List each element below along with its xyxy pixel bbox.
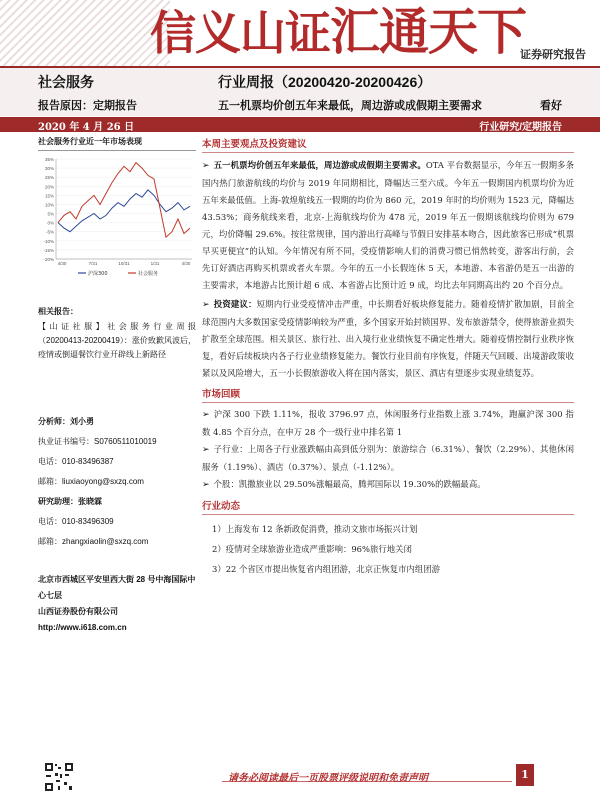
- bullet-icon: ➢: [202, 445, 210, 455]
- paragraph-airfare: ➢ 五一机票均价创五年来最低，周边游或成假期主要需求。OTA 平台数据显示，今年五一假期多条国内热门旅游航线的均价与 2019 年同期相比，降幅达三至六成。今年五一假期国内机票均价为近五年来最低值。上海-敦煌航线五一假期的均价为 860 元，2019 年时的均价则为 1523 元，降幅达 43.53%；商务航线来看，北京-上海航线均价为 478 元，2019 年五一假期该航线均价则为 679 元，均价降幅 29.6%。按往常规律，国内游出行高峰与节假日安排基本吻合，因此旅客已形成“机票早买更便宜”的认知。今年情况有所不同，受疫情影响人们的消费习惯已悄然转变，游客出行前，会先订好酒店再购买机票或者火车票。今年的五一小长假连休 5 天，本地游、本省游仍是五一出游的主要需求，本地游占比预计超 6 成、本省游占比预计近 9 成，均比去年同期高出约 20 个百分点。: [202, 160, 575, 290]
- email-line-2: 邮箱：zhangxiaolin@sxzq.com: [38, 537, 149, 546]
- bullet-icon: ➢: [202, 480, 210, 490]
- report-date: 2020 年 4 月 26 日: [38, 122, 135, 133]
- x-tick-label: 10/31: [118, 261, 130, 266]
- y-tick-label: -10%: [43, 238, 54, 244]
- y-tick-label: 20%: [44, 184, 54, 190]
- report-type-label: 证券研究报告: [520, 49, 586, 61]
- related-report-link[interactable]: 【山证社服】社会服务行业周报（20200413-20200419）：涨价致歉风波后，疫情或倒逼餐饮行业开辟线上新路径: [38, 322, 196, 359]
- analyst-line: 分析师：刘小勇: [38, 417, 94, 426]
- bullet-icon: ➢: [202, 300, 210, 310]
- news-item: 3）22 个省区市提出恢复省内组团游，北京正恢复市内组团游: [212, 564, 441, 574]
- bullet-icon: ➢: [202, 161, 210, 171]
- paragraph-investment: ➢ 投资建议：短期内行业受疫情冲击严重，中长期看好板块修复能力。随着疫情扩散加剧，目前全球范围内大多数国家受疫情影响较为严重，多个国家开始封锁国界、发布旅游禁令，使得旅游业损失扩散至全球范围。相关景区、旅行社、出入境行业业绩恢复不确定性增大。随着疫情控制行业秩序恢复，看好后续板块内各子行业业绩修复能力。餐饮行业目前有序恢复，伴随天气回暖、出境游政策收紧以及风险增大，五一小长假旅游收入将在国内落实，景区、酒店有望逐步实现业绩复苏。: [202, 299, 574, 378]
- section-divider: [202, 402, 574, 403]
- banner-pattern: [0, 0, 170, 66]
- y-tick-label: -5%: [45, 229, 54, 235]
- legend-label: 沪深300: [88, 271, 108, 277]
- assistant-name: 张晓霖: [78, 497, 102, 506]
- industry-name: 社会服务: [38, 74, 94, 90]
- section-title-dynamics: 行业动态: [202, 501, 241, 512]
- series-line-沪深300: [58, 190, 190, 232]
- legend-label: 社会服务: [138, 271, 159, 277]
- market-review-2: ➢ 子行业：上周各子行业涨跌幅由高到低分别为：旅游综合（6.31%）、餐饮（2.29%）、其他休闲服务（1.19%）、酒店（0.37%）、景点（-1.12%）。: [202, 444, 574, 472]
- y-tick-label: 10%: [44, 202, 54, 208]
- header-banner: [0, 0, 600, 66]
- y-tick-label: 15%: [44, 193, 54, 199]
- footer-disclaimer: 请务必阅读最后一页股票评级说明和免责声明: [228, 773, 428, 784]
- market-review-1: ➢ 沪深 300 下跌 1.11%，报收 3796.97 点，休闲服务行业指数上涨 3.74%，跑赢沪深 300 指数 4.85 个百分点，在申万 28 个一级行业中排名第 1: [202, 409, 574, 437]
- x-tick-label: 7/31: [88, 261, 98, 266]
- brand-slogan: 信义山证汇通天下: [150, 2, 526, 61]
- performance-chart: [38, 153, 196, 281]
- y-tick-label: -20%: [43, 257, 54, 262]
- y-tick-label: 35%: [44, 157, 54, 162]
- company-website[interactable]: http://www.i618.com.cn: [38, 623, 127, 632]
- report-title: 行业周报（20200420-20200426）: [218, 74, 432, 90]
- analyst-name: 刘小勇: [70, 417, 94, 426]
- cert-line: 执业证书编号：S0760511010019: [38, 437, 157, 446]
- x-tick-label: 1/31: [150, 261, 160, 266]
- qr-code-icon: [44, 762, 74, 792]
- email-line-1: 邮箱：liuxiaoyong@sxzq.com: [38, 477, 144, 486]
- news-item: 2）疫情对全球旅游业造成严重影响：96%旅行地关闭: [212, 544, 412, 554]
- company-address: [38, 572, 198, 636]
- chart-title: 社会服务行业近一年市场表现: [38, 136, 196, 151]
- section-divider: [202, 514, 574, 515]
- section-title-views: 本周主要观点及投资建议: [202, 139, 307, 150]
- y-tick-label: 5%: [47, 211, 54, 217]
- y-tick-label: 0%: [47, 220, 54, 226]
- main-content: [202, 136, 574, 579]
- date-bar: [0, 117, 600, 132]
- address-line: 北京市西城区平安里西大街 28 号中海国际中心七层: [38, 575, 196, 600]
- section-title-market: 市场回顾: [202, 389, 241, 400]
- x-tick-label: 4/30: [57, 261, 67, 266]
- section-divider: [202, 152, 574, 153]
- email-link-1[interactable]: liuxiaoyong@sxzq.com: [62, 477, 144, 486]
- series-line-社会服务: [58, 163, 190, 238]
- report-reason: 报告原因：定期报告: [38, 100, 137, 112]
- chart-svg: [38, 153, 196, 281]
- news-item: 1）上海发布 12 条新政促消费，推动文旅市场振兴计划: [212, 524, 418, 534]
- x-tick-label: 4/30: [181, 261, 191, 266]
- rating-badge: 看好: [540, 100, 562, 112]
- bullet-icon: ➢: [202, 410, 210, 420]
- phone-line-1: 电话：010-83496387: [38, 457, 114, 466]
- phone-line-2: 电话：010-83496309: [38, 517, 114, 526]
- report-headline: 五一机票均价创五年来最低，周边游或成假期主要需求: [218, 100, 482, 112]
- y-tick-label: 30%: [44, 166, 54, 172]
- market-review-3: ➢ 个股：凯撒旅业以 29.50%涨幅最高，腾邦国际以 19.30%的跌幅最高。: [202, 479, 486, 490]
- assistant-line: 研究助理：张晓霖: [38, 497, 102, 506]
- company-name: 山西证券股份有限公司: [38, 607, 118, 616]
- related-reports-title: 相关报告：: [38, 307, 78, 316]
- y-tick-label: -15%: [43, 247, 54, 253]
- left-column: [38, 136, 196, 281]
- email-link-2[interactable]: zhangxiaolin@sxzq.com: [62, 537, 149, 546]
- report-category: 行业研究/定期报告: [479, 122, 562, 133]
- page-number: 1: [516, 764, 534, 786]
- y-tick-label: 25%: [44, 175, 54, 181]
